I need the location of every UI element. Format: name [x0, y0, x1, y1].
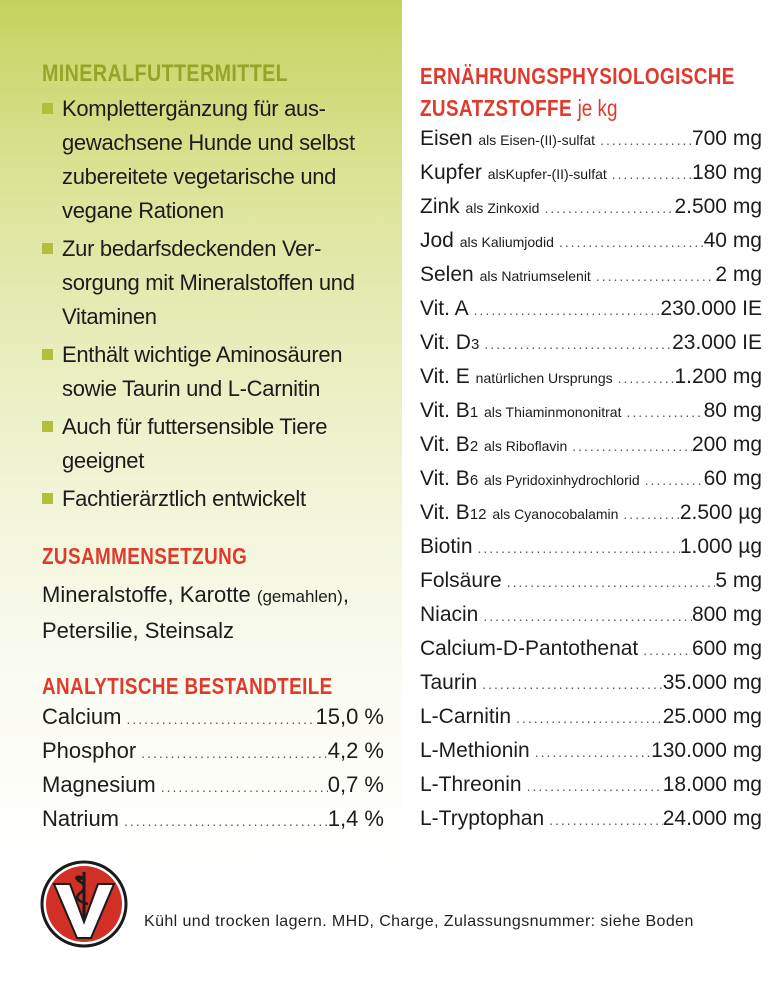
row-name — [420, 671, 477, 695]
dot-leader — [621, 404, 703, 420]
row-name-text: Folsäure — [420, 569, 502, 592]
bullet-item — [42, 338, 392, 406]
row-name — [420, 467, 640, 491]
row-value: 800 mg — [691, 603, 762, 626]
row-name-index: 6 — [469, 472, 479, 489]
bullet-item — [42, 410, 392, 478]
row-name — [420, 535, 473, 559]
row-name-text: Zink — [420, 195, 460, 218]
composition-part: , Petersilie, Steinsalz — [42, 582, 349, 643]
bullet-square-icon — [42, 243, 53, 254]
row-qualifier: als Natriumselenit — [479, 268, 591, 284]
row-value: 60 mg — [703, 467, 762, 490]
row-name — [420, 297, 469, 321]
dot-leader — [530, 744, 651, 760]
row-name — [420, 433, 567, 457]
row-name — [420, 195, 539, 219]
row-name-text: Natrium — [42, 806, 120, 831]
dot-leader — [613, 370, 675, 386]
bullet-item — [42, 92, 392, 228]
table-row — [420, 297, 762, 331]
row-name-text: L-Tryptophan — [420, 807, 545, 830]
row-qualifier: als Riboflavin — [484, 438, 568, 454]
zusammensetzung-heading: ZUSAMMENSETZUNG — [42, 543, 248, 569]
row-name-text: Vit. E — [420, 365, 470, 388]
row-value: 25.000 mg — [662, 705, 762, 728]
row-value: 1,4 % — [327, 806, 384, 831]
row-name-text: Vit. B — [420, 433, 470, 456]
bullet-text: Fachtierärztlich entwickelt — [62, 486, 306, 511]
table-row — [420, 229, 762, 263]
dot-leader — [136, 745, 328, 761]
row-name — [420, 501, 618, 525]
row-name-index: 3 — [470, 336, 480, 353]
composition-note: (gemahlen) — [256, 587, 343, 606]
row-name-text: Phosphor — [42, 738, 137, 763]
table-row — [420, 467, 762, 501]
row-name — [420, 127, 595, 151]
row-name-text: Kupfer — [420, 161, 482, 184]
bullet-text: Enthält wichtige Aminosäuren sowie Taurin und L-Carnitin — [62, 342, 343, 401]
dot-leader — [119, 813, 328, 829]
dot-leader — [595, 132, 692, 148]
row-name-text: Vit. A — [420, 297, 469, 320]
row-value: 200 mg — [691, 433, 762, 456]
row-name-text: Selen — [420, 263, 474, 286]
row-name — [420, 365, 613, 389]
dot-leader — [522, 778, 663, 794]
bullet-text: Komplettergänzung für aus-gewachsene Hunde und selbst zubereitete vegetarische und vegane Rationen — [62, 96, 355, 223]
row-value: 15,0 % — [315, 704, 384, 729]
row-value: 1.200 mg — [674, 365, 762, 388]
table-row — [420, 161, 762, 195]
row-qualifier: als Zinkoxid — [465, 200, 540, 216]
row-name-text: Taurin — [420, 671, 478, 694]
row-value: 40 mg — [703, 229, 762, 252]
bullet-item — [42, 232, 392, 334]
dot-leader — [156, 779, 328, 795]
table-row — [420, 399, 762, 433]
row-value: 180 mg — [691, 161, 762, 184]
row-qualifier: als Cyanocobalamin — [492, 506, 619, 522]
bullet-square-icon — [42, 103, 53, 114]
row-name — [420, 637, 638, 661]
row-value: 35.000 mg — [662, 671, 762, 694]
zusatzstoffe-title-line1: ERNÄHRUNGSPHYSIOLOGISCHE — [420, 63, 735, 89]
row-name-text: Vit. B — [420, 399, 470, 422]
dot-leader — [544, 812, 663, 828]
bullet-text: Zur bedarfsdeckenden Ver-sorgung mit Mineralstoffen und Vitaminen — [62, 236, 355, 329]
zusatzstoffe-heading — [420, 60, 735, 124]
row-value: 18.000 mg — [662, 773, 762, 796]
zusatzstoffe-title-word: ZUSATZSTOFFE — [420, 95, 572, 121]
row-value: 80 mg — [703, 399, 762, 422]
row-name-text: Vit. B — [420, 501, 470, 524]
analytische-table — [42, 704, 384, 840]
dot-leader — [502, 574, 716, 590]
row-value: 1.000 µg — [679, 535, 762, 558]
row-name — [420, 229, 554, 253]
table-row — [420, 569, 762, 603]
row-name-text: Biotin — [420, 535, 473, 558]
row-name — [42, 704, 121, 730]
row-value: 4,2 % — [327, 738, 384, 763]
row-name-text: Magnesium — [42, 772, 156, 797]
row-qualifier: als Kaliumjodid — [459, 234, 554, 250]
mineral-bullet-list — [42, 92, 392, 520]
row-value: 2 mg — [715, 263, 762, 286]
row-name — [420, 161, 607, 185]
dot-leader — [638, 642, 692, 658]
row-name-text: Calcium-D-Pantothenat — [420, 637, 639, 660]
composition-part: Mineralstoffe, Karotte — [42, 582, 257, 607]
row-qualifier: alsKupfer-(II)-sulfat — [487, 166, 607, 182]
row-name-text: Niacin — [420, 603, 479, 626]
table-row — [420, 535, 762, 569]
row-name — [420, 705, 511, 729]
row-value: 130.000 mg — [651, 739, 762, 762]
table-row — [42, 704, 384, 738]
row-value: 2.500 µg — [679, 501, 762, 524]
row-name-text: Jod — [420, 229, 454, 252]
dot-leader — [479, 336, 672, 352]
table-row — [42, 738, 384, 772]
row-qualifier: natürlichen Ursprungs — [475, 370, 613, 386]
row-name — [420, 603, 478, 627]
row-name-index: 1 — [469, 404, 479, 421]
dot-leader — [511, 710, 663, 726]
dot-leader — [473, 540, 680, 556]
dot-leader — [539, 200, 674, 216]
zusatzstoffe-table — [420, 127, 762, 841]
table-row — [420, 739, 762, 773]
dot-leader — [469, 302, 661, 318]
row-value: 23.000 IE — [672, 331, 762, 354]
zusatzstoffe-title-line2 — [420, 92, 735, 124]
table-row — [420, 127, 762, 161]
zusatzstoffe-unit: je kg — [577, 95, 618, 121]
bullet-square-icon — [42, 493, 53, 504]
row-name — [420, 773, 522, 797]
row-value: 24.000 mg — [662, 807, 762, 830]
row-name — [420, 331, 479, 355]
dot-leader — [607, 166, 692, 182]
row-name-text: Vit. B — [420, 467, 470, 490]
row-name-text: L-Threonin — [420, 773, 522, 796]
row-name — [42, 738, 136, 764]
table-row — [420, 705, 762, 739]
mineral-heading: MINERALFUTTERMITTEL — [42, 60, 289, 87]
bullet-square-icon — [42, 349, 53, 360]
table-row — [420, 195, 762, 229]
analytische-heading: ANALYTISCHE BESTANDTEILE — [42, 673, 333, 699]
dot-leader — [567, 438, 692, 454]
table-row — [420, 773, 762, 807]
row-value: 2.500 mg — [674, 195, 762, 218]
table-row — [420, 331, 762, 365]
table-row — [420, 807, 762, 841]
dot-leader — [618, 506, 679, 522]
row-name-text: Eisen — [420, 127, 473, 150]
table-row — [42, 806, 384, 840]
dot-leader — [121, 711, 315, 727]
table-row — [420, 637, 762, 671]
table-row — [420, 433, 762, 467]
table-row — [420, 263, 762, 297]
row-name — [420, 263, 591, 287]
dot-leader — [477, 676, 663, 692]
row-qualifier: als Pyridoxinhydrochlorid — [484, 472, 640, 488]
table-row — [420, 671, 762, 705]
row-value: 0,7 % — [327, 772, 384, 797]
table-row — [42, 772, 384, 806]
row-value: 700 mg — [691, 127, 762, 150]
row-name — [42, 806, 119, 832]
row-name-index: 12 — [469, 506, 487, 523]
dot-leader — [640, 472, 704, 488]
table-row — [420, 365, 762, 399]
row-name-text: Calcium — [42, 704, 122, 729]
row-name — [420, 569, 502, 593]
row-name — [42, 772, 156, 798]
table-row — [420, 501, 762, 535]
row-value: 230.000 IE — [660, 297, 762, 320]
row-qualifier: als Eisen-(II)-sulfat — [478, 132, 596, 148]
storage-note: Kühl und trocken lagern. MHD, Charge, Zulassungsnummer: siehe Boden — [144, 913, 694, 930]
table-row — [420, 603, 762, 637]
row-name-index: 2 — [469, 438, 479, 455]
bullet-item — [42, 482, 392, 516]
row-name — [420, 399, 621, 423]
vet-caduceus-v-logo-icon — [40, 860, 128, 948]
row-qualifier: als Thiaminmononitrat — [484, 404, 622, 420]
zusammensetzung-text — [42, 578, 402, 648]
dot-leader — [554, 234, 704, 250]
row-name-text: L-Methionin — [420, 739, 530, 762]
row-value: 600 mg — [691, 637, 762, 660]
bullet-text: Auch für futtersensible Tiere geeignet — [62, 414, 328, 473]
row-name-text: L-Carnitin — [420, 705, 512, 728]
row-name — [420, 739, 530, 763]
row-name — [420, 807, 544, 831]
row-value: 5 mg — [715, 569, 762, 592]
bullet-square-icon — [42, 421, 53, 432]
dot-leader — [478, 608, 692, 624]
dot-leader — [591, 268, 715, 284]
row-name-text: Vit. D — [420, 331, 471, 354]
